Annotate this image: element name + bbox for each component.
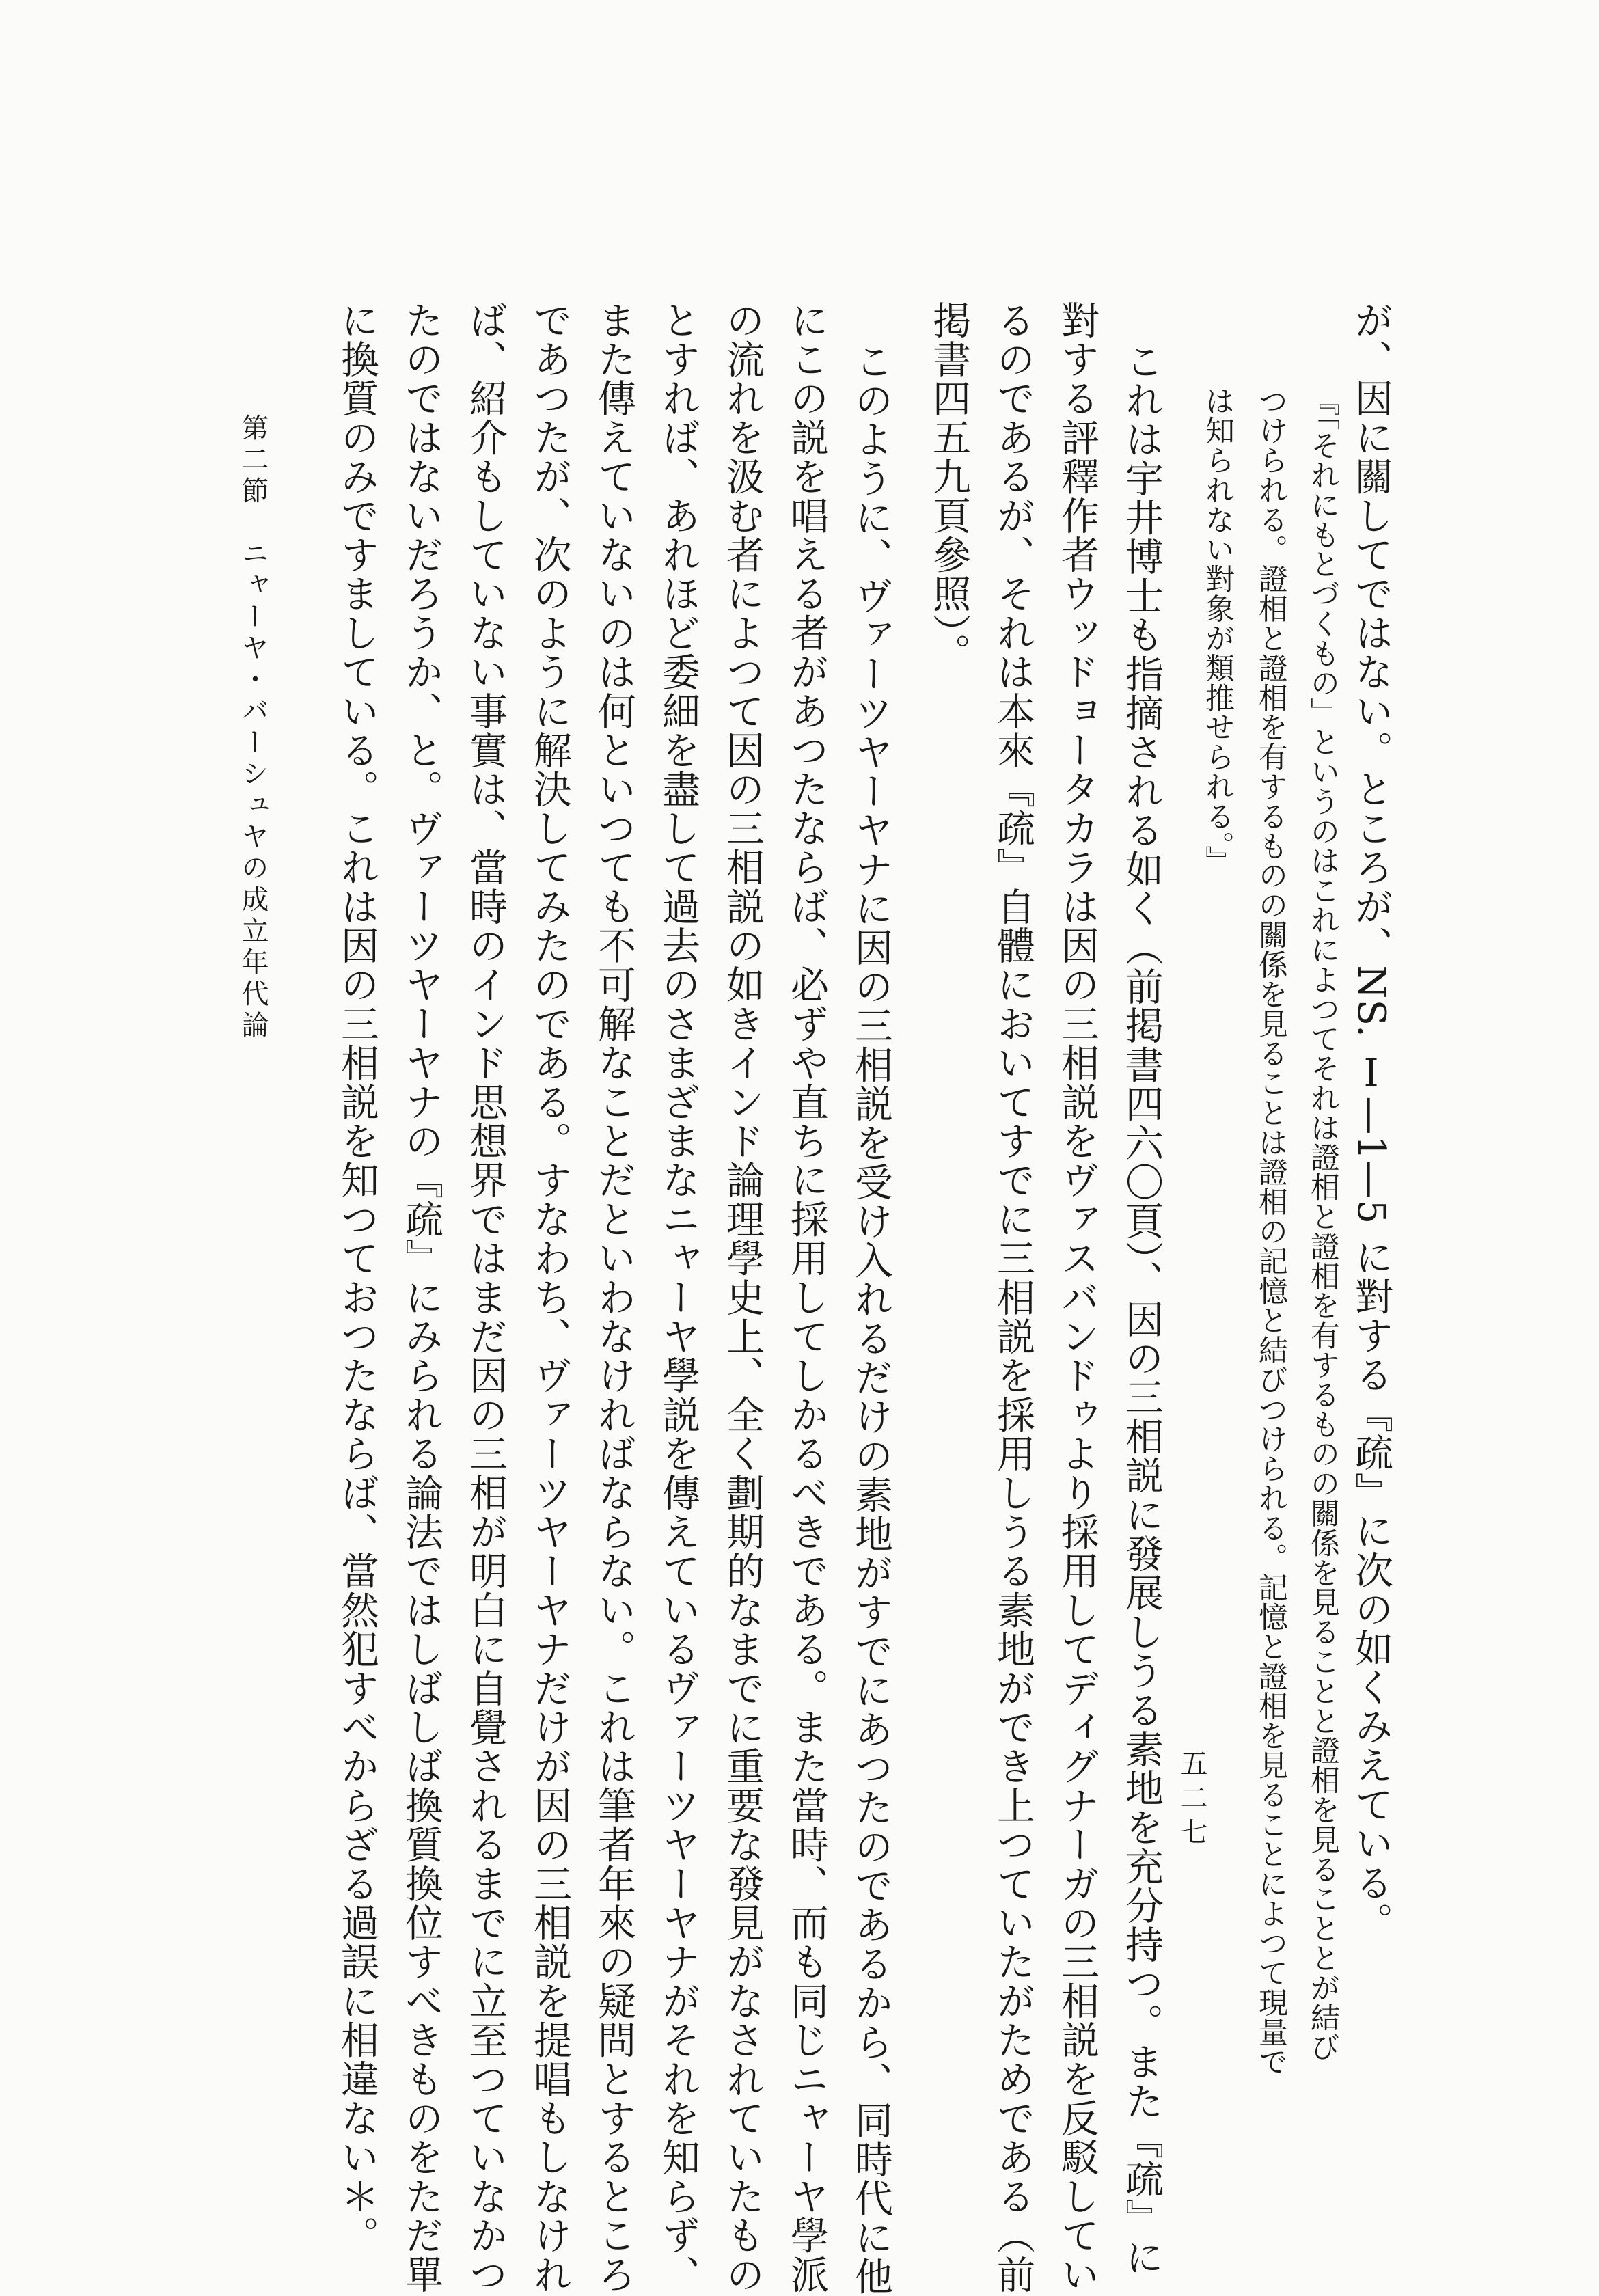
text-line: このように、ヴァーツヤーヤナに因の三相説を受け入れるだけの素地がすでにあつたのであるから、同時代に他 [849, 342, 893, 2296]
text-line: 掲書四五九頁參照）。 [927, 301, 971, 672]
text-line: が、因に關してではない。ところが、NS. Ⅰ—1—5 に對する『疏』に次の如くみえている。 [1349, 301, 1393, 1942]
text-line: にこの説を唱える者があつたならば、必ずや直ちに採用してしかるべきである。また當時、而も同じニャーヤ學派 [784, 301, 829, 2295]
quote-line: は知られない對象が類推せられる。』 [1201, 386, 1235, 876]
text-line: るのであるが、それは本來『疏』自體においてすでに三相説を採用しうる素地ができ上つていたがためである（前 [991, 301, 1035, 2295]
text-line: また傳えていないのは何といつても不可解なことだといわなければならない。これは筆者年來の疑問とするところ [592, 301, 636, 2295]
text-line: に換質のみですましている。これは因の三相説を知つておつたならば、當然犯すべからざる過誤に相違ない＊。 [335, 301, 379, 2255]
text-line: たのではないだろうか、と。ヴァーツヤーヤナの『疏』にみられる論法ではしばしば換質換位すべきものをただ單 [399, 301, 443, 2295]
text-line: ば、紹介もしていない事實は、當時のインド思想界ではまだ因の三相が明白に自覺されるまでに立至つていなかつ [463, 301, 508, 2295]
text-line: これは宇井博士も指摘される如く（前掲書四六〇頁）、因の三相説に發展しうる素地を充分持つ。また『疏』に [1119, 342, 1164, 2277]
text-line: の流れを汲む者によつて因の三相説の如きインド論理學史上、全く劃期的なまでに重要な發見がなされていたもの [720, 301, 765, 2295]
quote-line: 『「それにもとづくもの」というのはこれによつてそれは證相と證相を有するものの關係を見ることと證相を見ることとが結び [1306, 386, 1340, 2062]
text-line: とすれば、あれほど委細を盡して過去のさまざまなニャーヤ學説を傳えているヴァーツヤーヤナがそれを知らず、 [656, 301, 700, 2295]
running-head: 第二節 ニャーヤ・バーシュヤの成立年代論 [237, 413, 269, 1042]
text-line: であつたが、次のように解決してみたのである。すなわち、ヴァーツヤーヤナだけが因の三相説を提唱もしなけれ [528, 301, 572, 2295]
page-number: 五二七 [1176, 1749, 1207, 1852]
text-line: 對する評釋作者ウッドョータカラは因の三相説をヴァスバンドゥより採用してディグナーガの三相説を反駁してい [1055, 301, 1099, 2295]
quote-line: つけられる。證相と證相を有するものの關係を見ることは證相の記憶と結びつけられる。記憶と證相を見ることによつて現量で [1254, 386, 1288, 2077]
